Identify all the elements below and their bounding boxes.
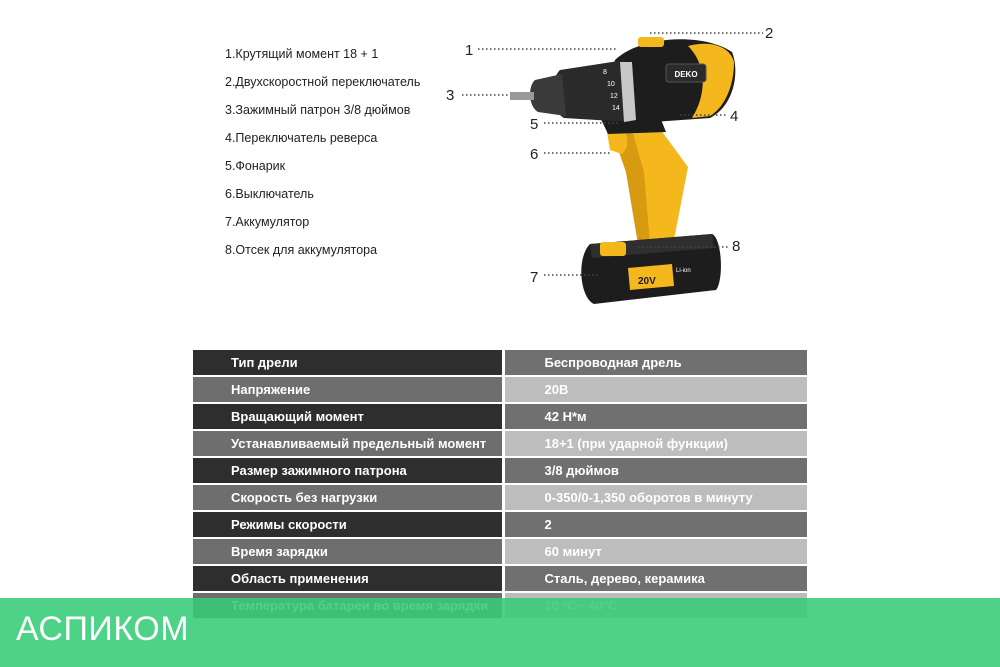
- legend-item: 7.Аккумулятор: [225, 215, 310, 229]
- spec-value: 0-350/0-1,350 оборотов в минуту: [503, 484, 807, 511]
- table-row: [193, 376, 807, 403]
- table-row: [193, 484, 807, 511]
- brand-name: АСПИКОМ: [16, 610, 190, 648]
- brand-logo: DEKO: [674, 70, 698, 79]
- callout-number: 1: [465, 42, 474, 59]
- legend-item: 1.Крутящий момент 18 + 1: [225, 47, 379, 61]
- legend-item: 8.Отсек для аккумулятора: [225, 243, 378, 257]
- torque-number: 8: [603, 69, 607, 76]
- legend-item: 6.Выключатель: [225, 187, 314, 201]
- battery-voltage: 20V: [638, 276, 656, 287]
- spec-label: Размер зажимного патрона: [193, 457, 503, 484]
- battery: [581, 234, 721, 304]
- table-row: [193, 350, 807, 376]
- speed-switch: [638, 37, 664, 47]
- feature-legend: [225, 40, 420, 264]
- table-row: [193, 457, 807, 484]
- spec-value: Сталь, дерево, керамика: [503, 565, 807, 592]
- brand-banner: [0, 598, 1000, 667]
- drill-illustration: [440, 22, 785, 312]
- spec-value: 18+1 (при ударной функции): [503, 430, 807, 457]
- specs-table: [193, 350, 807, 620]
- spec-label: Вращающий момент: [193, 403, 503, 430]
- spec-value: 20В: [503, 376, 807, 403]
- spec-label: Скорость без нагрузки: [193, 484, 503, 511]
- torque-number: 12: [610, 93, 618, 100]
- battery-type: Li-ion: [676, 268, 691, 274]
- table-row: [193, 565, 807, 592]
- table-row: [193, 538, 807, 565]
- table-row: [193, 430, 807, 457]
- callout-number: 3: [446, 87, 455, 104]
- spec-label: Устанавливаемый предельный момент: [193, 430, 503, 457]
- spec-label: Область применения: [193, 565, 503, 592]
- callout-number: 4: [730, 108, 739, 125]
- torque-number: 10: [607, 81, 615, 88]
- callout-number: 5: [530, 116, 539, 133]
- spec-value: 3/8 дюймов: [503, 457, 807, 484]
- spec-label: Время зарядки: [193, 538, 503, 565]
- legend-item: 5.Фонарик: [225, 159, 286, 173]
- callout-number: 8: [732, 238, 741, 255]
- spec-value: Беспроводная дрель: [503, 350, 807, 376]
- legend-item: 2.Двухскоростной переключатель: [225, 75, 421, 89]
- callout-number: 7: [530, 269, 539, 286]
- table-row: [193, 403, 807, 430]
- drill-body: [600, 117, 688, 250]
- table-row: [193, 511, 807, 538]
- spec-label: Напряжение: [193, 376, 503, 403]
- spec-label: Тип дрели: [193, 350, 503, 376]
- spec-value: 2: [503, 511, 807, 538]
- callout-number: 6: [530, 146, 539, 163]
- callout-number: 2: [765, 25, 774, 42]
- drill-chuck: [510, 60, 636, 122]
- legend-item: 3.Зажимный патрон 3/8 дюймов: [225, 103, 411, 117]
- legend-item: 4.Переключатель реверса: [225, 131, 378, 145]
- spec-label: Режимы скорости: [193, 511, 503, 538]
- torque-number: 14: [612, 105, 620, 112]
- spec-value: 60 минут: [503, 538, 807, 565]
- spec-value: 42 Н*м: [503, 403, 807, 430]
